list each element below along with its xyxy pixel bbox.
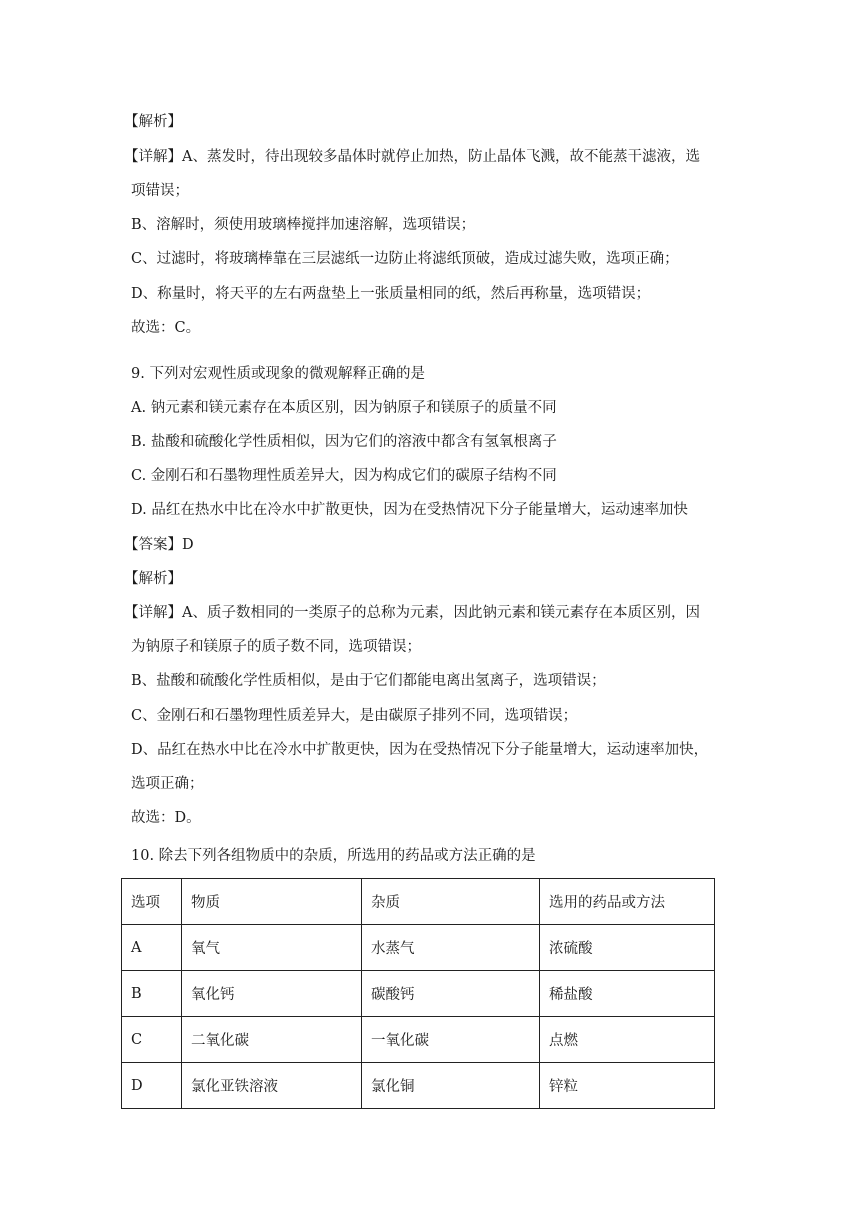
detail-option-d-line-1: D、品红在热水中比在冷水中扩散更快，因为在受热情况下分子能量增大，运动速率加快， (131, 742, 709, 758)
detail-option-b: B、盐酸和硫酸化学性质相似，是由于它们都能电离出氢离子，选项错误； (131, 673, 606, 689)
conclusion: 故选：C。 (131, 320, 201, 336)
table-cell: 氧气 (182, 925, 362, 971)
table-cell: B (122, 971, 182, 1017)
table-cell: A (122, 925, 182, 971)
options-table (121, 878, 715, 1109)
table-cell: 碳酸钙 (362, 971, 540, 1017)
option-d: D. 品红在热水中比在冷水中扩散更快，因为在受热情况下分子能量增大，运动速率加快 (131, 502, 688, 518)
table-cell: C (122, 1017, 182, 1063)
detail-option-a-line-2: 为钠原子和镁原子的质子数不同，选项错误； (131, 639, 421, 655)
detail-option-a-line-2: 项错误； (131, 183, 189, 199)
answer: 【答案】D (124, 537, 194, 553)
table-row (122, 971, 715, 1017)
detail-option-d-line-2: 选项正确； (131, 776, 204, 792)
table-cell: 氯化铜 (362, 1063, 540, 1109)
header-cell: 物质 (182, 879, 362, 925)
table-cell: 二氧化碳 (182, 1017, 362, 1063)
table-cell: 浓硫酸 (540, 925, 715, 971)
table-cell: 锌粒 (540, 1063, 715, 1109)
detail-option-a-line-1: 【详解】A、蒸发时，待出现较多晶体时就停止加热，防止晶体飞溅，故不能蒸干滤液，选 (124, 149, 700, 165)
option-a: A. 钠元素和镁元素存在本质区别，因为钠原子和镁原子的质量不同 (131, 400, 557, 416)
detail-option-c: C、金刚石和石墨物理性质差异大，是由碳原子排列不同，选项错误； (131, 708, 578, 724)
table-cell: 水蒸气 (362, 925, 540, 971)
table-row (122, 1017, 715, 1063)
table-cell: 一氧化碳 (362, 1017, 540, 1063)
table-header-row (122, 879, 715, 925)
detail-option-c: C、过滤时，将玻璃棒靠在三层滤纸一边防止将滤纸顶破，造成过滤失败，选项正确； (131, 251, 679, 267)
table-cell: 稀盐酸 (540, 971, 715, 1017)
table-cell: 氯化亚铁溶液 (182, 1063, 362, 1109)
header-cell: 选项 (122, 879, 182, 925)
table-cell: 点燃 (540, 1017, 715, 1063)
question-stem: 10. 除去下列各组物质中的杂质，所选用的药品或方法正确的是 (131, 848, 536, 864)
question-stem: 9. 下列对宏观性质或现象的微观解释正确的是 (131, 366, 425, 382)
detail-option-d: D、称量时，将天平的左右两盘垫上一张质量相同的纸，然后再称量，选项错误； (131, 286, 651, 302)
header-cell: 杂质 (362, 879, 540, 925)
detail-option-b: B、溶解时，须使用玻璃棒搅拌加速溶解，选项错误； (131, 217, 476, 233)
table-row (122, 925, 715, 971)
analysis-label: 【解析】 (124, 114, 182, 130)
table-row (122, 1063, 715, 1109)
detail-option-a-line-1: 【详解】A、质子数相同的一类原子的总称为元素，因此钠元素和镁元素存在本质区别，因 (124, 605, 700, 621)
option-b: B. 盐酸和硫酸化学性质相似，因为它们的溶液中都含有氢氧根离子 (131, 434, 557, 450)
conclusion: 故选：D。 (131, 810, 201, 826)
option-c: C. 金刚石和石墨物理性质差异大，因为构成它们的碳原子结构不同 (131, 468, 557, 484)
header-cell: 选用的药品或方法 (540, 879, 715, 925)
table-cell: D (122, 1063, 182, 1109)
analysis-label: 【解析】 (124, 571, 182, 587)
table-cell: 氧化钙 (182, 971, 362, 1017)
